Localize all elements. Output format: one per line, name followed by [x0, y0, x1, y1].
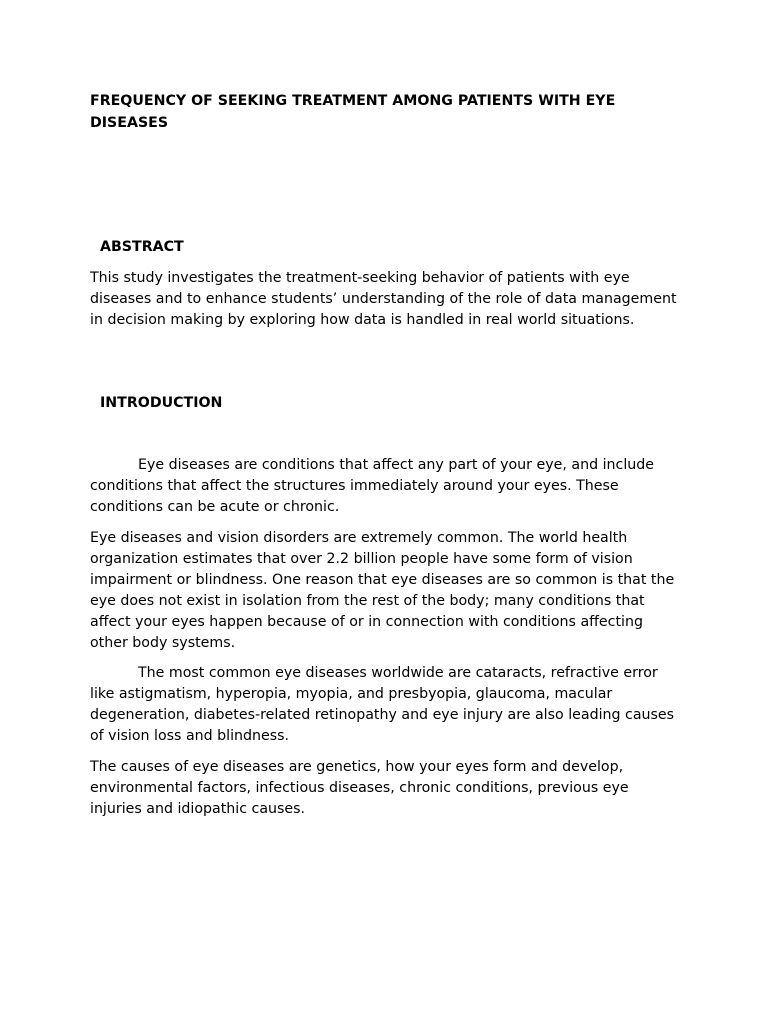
introduction-heading: INTRODUCTION	[100, 395, 223, 411]
introduction-paragraph-1: Eye diseases are conditions that affect any part of your eye, and include conditions that affect the structures immediately around your eyes. These conditions can be acute or chronic.	[90, 457, 654, 515]
abstract-heading: ABSTRACT	[100, 239, 184, 255]
abstract-paragraph: This study investigates the treatment-seeking behavior of patients with eye diseases and to enhance students’ understanding of the role of data management in decision making by exploring how data is handled in real world situations.	[90, 270, 677, 328]
document-title: FREQUENCY OF SEEKING TREATMENT AMONG PATIENTS WITH EYE DISEASES	[90, 93, 616, 131]
introduction-paragraph-2: Eye diseases and vision disorders are extremely common. The world health organization estimates that over 2.2 billion people have some form of vision impairment or blindness. One reason that eye diseases are so common is that the eye does not exist in isolation from the rest of the body; many conditions that affect your eyes happen because of or in connection with conditions affecting other body systems.	[90, 530, 675, 651]
introduction-paragraph-4: The causes of eye diseases are genetics, how your eyes form and develop, environmental factors, infectious diseases, chronic conditions, previous eye injuries and idiopathic causes.	[90, 759, 629, 817]
introduction-paragraph-3: The most common eye diseases worldwide are cataracts, refractive error like astigmatism, hyperopia, myopia, and presbyopia, glaucoma, macular degeneration, diabetes-related retinopathy and eye injury are also leading causes of vision loss and blindness.	[90, 665, 675, 744]
